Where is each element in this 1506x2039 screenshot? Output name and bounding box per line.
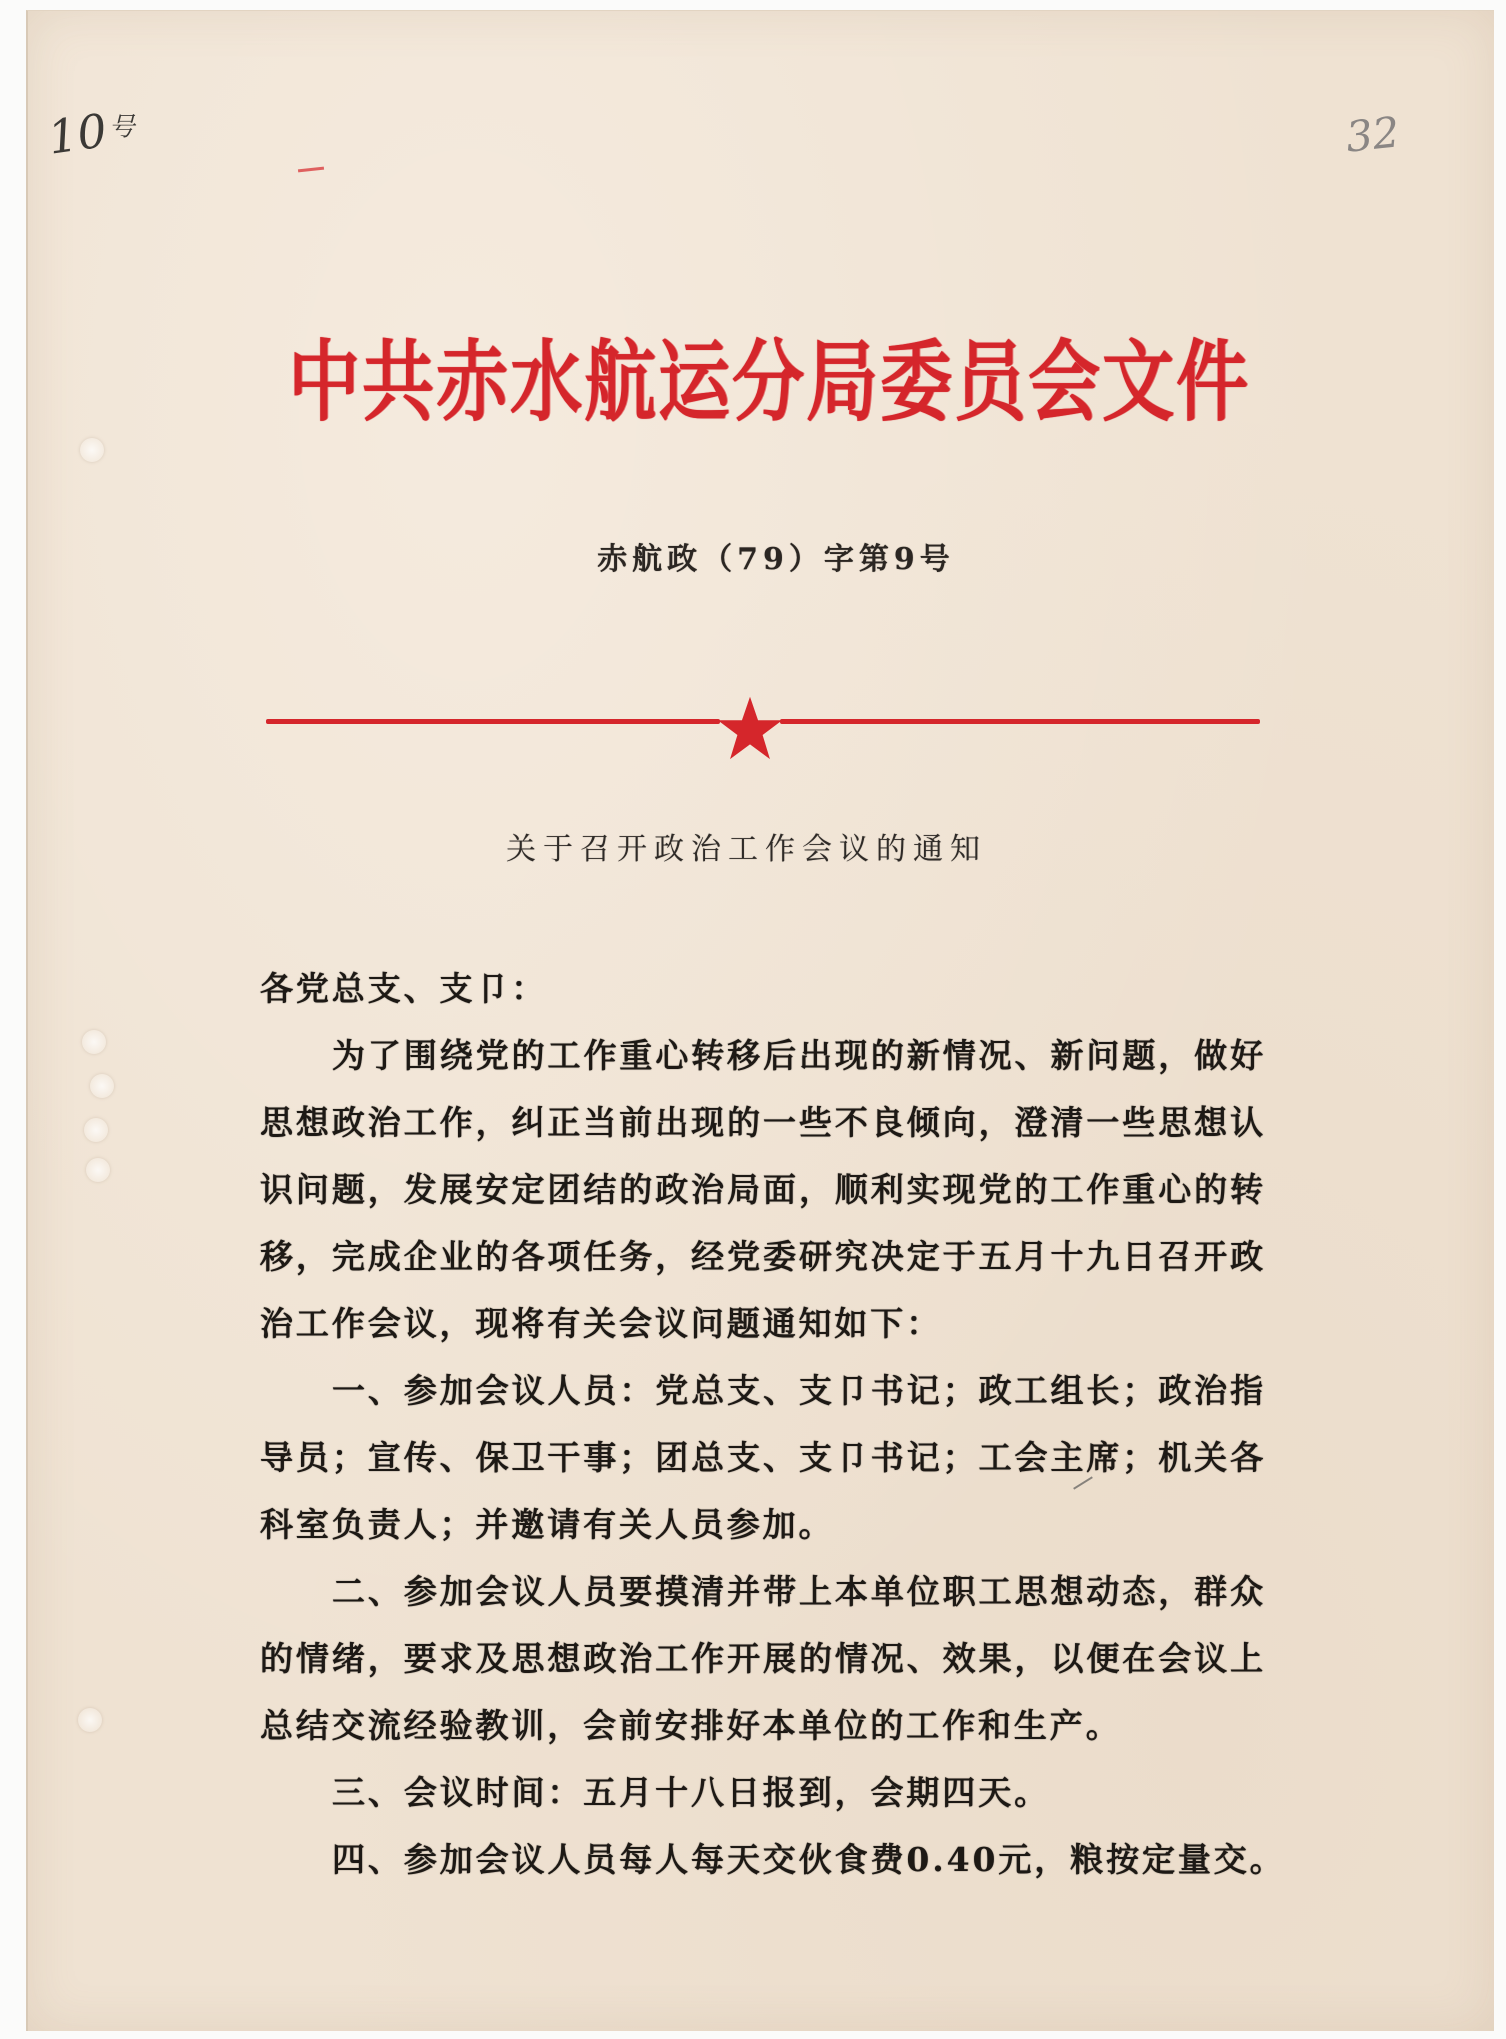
list-item [260, 1759, 1266, 1826]
item-number: 三、 [332, 1773, 404, 1812]
binding-hole [84, 1118, 108, 1142]
body-line: 导员；宣传、保卫干事；团总支、支卩书记；工会主席；机关各 [260, 1438, 1266, 1477]
binding-hole [80, 438, 104, 462]
body-line: 总结交流经验教训，会前安排好本单位的工作和生产。 [260, 1706, 1122, 1745]
item-text: 参加会议人员要摸清并带上本单位职工思想动态，群众 [403, 1572, 1266, 1611]
body-line: 治工作会议，现将有关会议问题通知如下： [260, 1304, 943, 1343]
item-text: 参加会议人员：党总支、支卩书记；政工组长；政治指 [403, 1371, 1266, 1410]
handwritten-page-number: 32 [1343, 107, 1402, 162]
binding-hole [82, 1030, 106, 1054]
binding-hole [78, 1708, 102, 1732]
document-number: 赤航政（79）字第9号 [597, 542, 955, 577]
item-text: 参加会议人员每人每天交伙食费0.40元，粮按定量交。 [403, 1840, 1286, 1879]
item-number: 一、 [332, 1371, 404, 1410]
body-line: 识问题，发展安定团结的政治局面，顺利实现党的工作重心的转 [260, 1170, 1266, 1209]
document-subject: 关于召开政治工作会议的通知 [506, 832, 987, 867]
handwritten-file-number [45, 98, 139, 166]
body-line: 的情绪，要求及思想政治工作开展的情况、效果，以便在会议上 [260, 1639, 1266, 1678]
list-item [260, 1558, 1266, 1625]
handwritten-suffix: 号 [108, 112, 135, 143]
handwritten-number: 10 [44, 103, 111, 165]
binding-hole [90, 1074, 114, 1098]
item-number: 四、 [332, 1840, 404, 1879]
list-item [260, 1826, 1286, 1893]
salutation: 各党总支、支卩： [260, 969, 548, 1008]
red-star-icon [715, 694, 785, 764]
item-text: 会议时间：五月十八日报到，会期四天。 [403, 1773, 1051, 1812]
document-body [260, 955, 1286, 1893]
body-line: 科室负责人；并邀请有关人员参加。 [260, 1505, 835, 1544]
body-line: 思想政治工作，纠正当前出现的一些不良倾向，澄清一些思想认 [260, 1103, 1266, 1142]
header-title: 中共赤水航运分局委员会文件 [288, 329, 1251, 434]
binding-hole [86, 1158, 110, 1182]
divider-line-left [266, 719, 720, 724]
body-line: 移，完成企业的各项任务，经党委研究决定于五月十九日召开政 [260, 1237, 1266, 1276]
item-number: 二、 [332, 1572, 404, 1611]
divider-line-right [780, 719, 1260, 724]
body-line: 为了围绕党的工作重心转移后出现的新情况、新问题，做好 [332, 1036, 1266, 1075]
list-item [260, 1357, 1266, 1424]
